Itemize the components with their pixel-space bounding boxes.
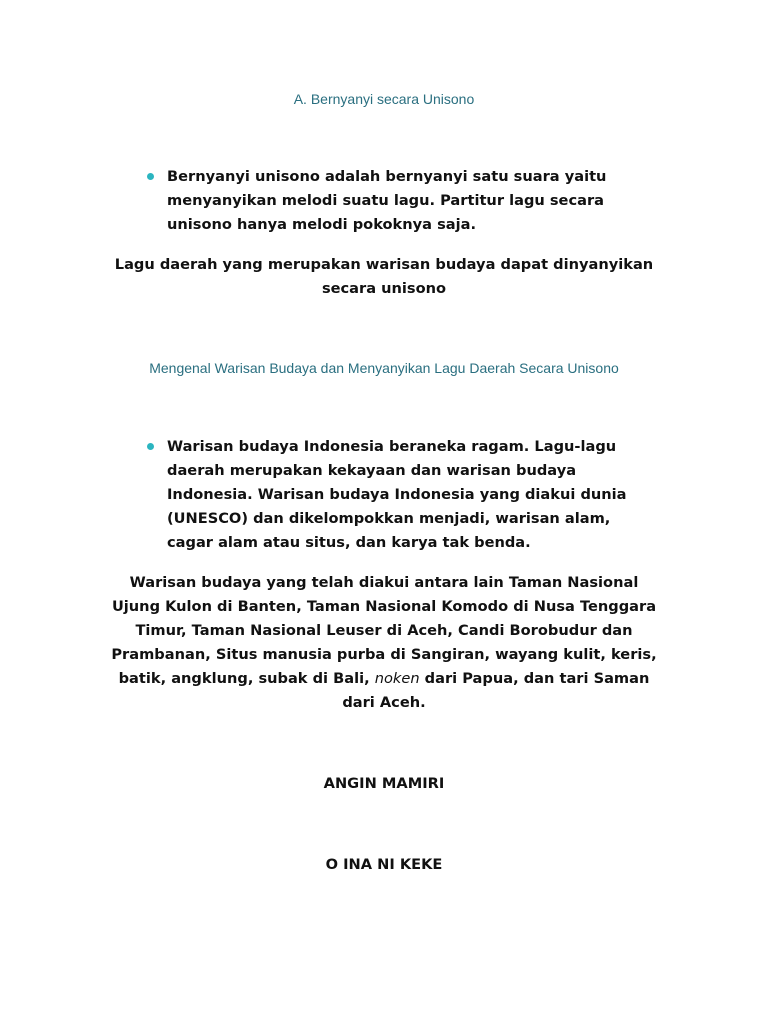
text-line: Ujung Kulon di Banten, Taman Nasional Komodo di Nusa Tenggara: [111, 598, 657, 615]
text-line: cagar alam atau situs, dan karya tak benda.: [167, 534, 531, 551]
text-line: Bernyanyi unisono adalah bernyanyi satu suara yaitu: [167, 168, 607, 185]
text-line: Warisan budaya yang telah diakui antara lain Taman Nasional: [129, 574, 639, 591]
text-line: Indonesia. Warisan budaya Indonesia yang diakui dunia: [167, 486, 627, 503]
text-line: Prambanan, Situs manusia purba di Sangiran, wayang kulit, keris,: [111, 646, 657, 663]
bullet-text: [167, 435, 627, 555]
text-span: dari Papua, dan tari Saman: [419, 670, 650, 687]
italic-word: noken: [374, 670, 420, 687]
section-heading: Mengenal Warisan Budaya dan Menyanyikan Lagu Daerah Secara Unisono: [149, 360, 619, 376]
text-line: Lagu daerah yang merupakan warisan budaya dapat dinyanyikan: [114, 256, 654, 273]
section-heading: A. Bernyanyi secara Unisono: [293, 91, 475, 107]
text-line: daerah merupakan kekayaan dan warisan budaya: [167, 462, 577, 479]
bullet-icon: [147, 443, 154, 450]
bullet-icon: [147, 173, 154, 180]
paragraph: [0, 571, 768, 715]
text-line: dari Aceh.: [342, 694, 426, 711]
text-line: O INA NI KEKE: [325, 856, 443, 873]
text-line: ANGIN MAMIRI: [323, 775, 445, 792]
paragraph: [0, 253, 768, 301]
text-line: secara unisono: [321, 280, 447, 297]
text-line: Warisan budaya Indonesia beraneka ragam. Lagu-lagu: [167, 438, 617, 455]
song-title: [0, 772, 768, 796]
text-line: Timur, Taman Nasional Leuser di Aceh, Candi Borobudur dan: [135, 622, 633, 639]
text-span: batik, angklung, subak di Bali,: [118, 670, 375, 687]
song-title: [0, 853, 768, 877]
bullet-text: [167, 165, 606, 237]
text-line: (UNESCO) dan dikelompokkan menjadi, warisan alam,: [167, 510, 611, 527]
text-line: menyanyikan melodi suatu lagu. Partitur lagu secara: [167, 192, 604, 209]
text-line: unisono hanya melodi pokoknya saja.: [167, 216, 476, 233]
text-line: [0, 667, 768, 691]
